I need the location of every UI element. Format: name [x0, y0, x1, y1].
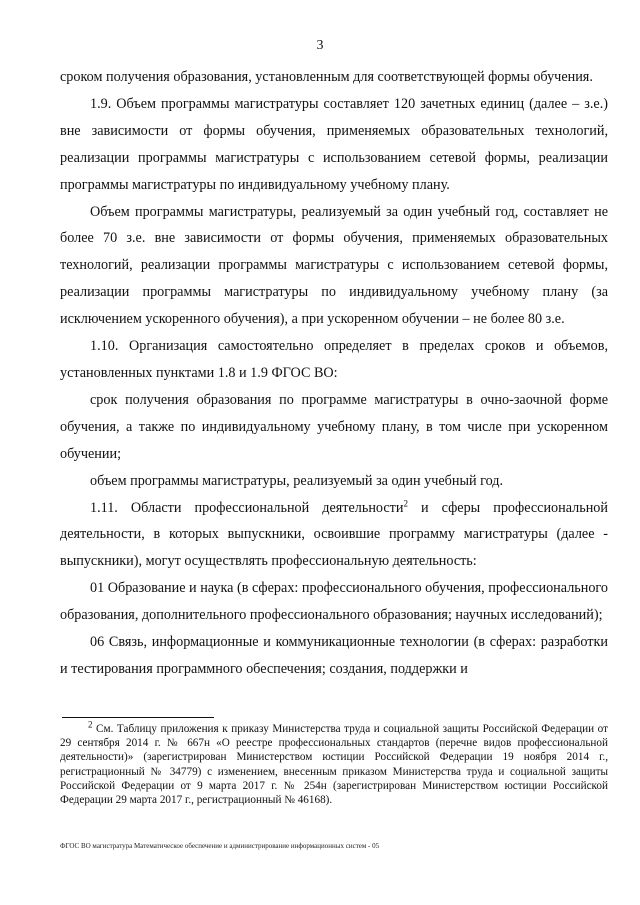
paragraph: сроком получения образования, установленным для соответствующей формы обучения.: [60, 69, 593, 85]
page-footer: ФГОС ВО магистратура Математическое обеспечение и администрирование информационных систем - 05: [60, 842, 380, 850]
page-number: 3: [316, 38, 324, 53]
footnote-text: См. Таблицу приложения к приказу Министерства труда и социальной защиты Российской Федерации от 29 сентября 2014 г. № 667н «О реестре профессиональных стандартов (перечне видов профессиональной деятельности)» (зарегистрирован Министерством юстиции Российской Федерации 19 ноября 2014 г., регистрационный № 34779) с изменением, внесенным приказом Министерства труда и социальной защиты Российской Федерации от 9 марта 2017 г. № 254н (зарегистрирован Министерством юстиции Российской Федерации 29 марта 2017 г., регистрационный № 46168).: [60, 723, 608, 807]
paragraph: объем программы магистратуры, реализуемый за один учебный год.: [90, 472, 504, 489]
document-body: [60, 64, 608, 683]
paragraph: 01 Образование и наука (в сферах: профессионального обучения, профессионального образования, дополнительного профессионального образования; научных исследований);: [60, 580, 608, 624]
footnote-marker: 2: [88, 719, 93, 730]
footnote-separator: [62, 717, 214, 718]
paragraph: 06 Связь, информационные и коммуникационные технологии (в сферах: разработки и тестирования программного обеспечения; создания, поддержки и: [60, 634, 608, 677]
paragraph: 1.9. Объем программы магистратуры составляет 120 зачетных единиц (далее – з.е.) вне зависимости от формы обучения, применяемых образовательных технологий, реализации программы магистратуры с использованием сетевой формы, реализации программы магистратуры по индивидуальному учебному плану.: [60, 95, 608, 193]
paragraph: срок получения образования по программе магистратуры в очно-заочной форме обучения, а также по индивидуальному учебному плану, в том числе при ускоренном обучении;: [60, 391, 608, 462]
paragraph: 1.10. Организация самостоятельно определяет в пределах сроков и объемов, установленных пунктами 1.8 и 1.9 ФГОС ВО:: [60, 338, 608, 381]
footnote: [60, 719, 608, 807]
paragraph: 1.11. Области профессиональной деятельности$^2$ и сферы профессиональной деятельности, в которых выпускники, освоившие программу магистратуры (далее - выпускники), могут осуществлять профессиональную деятельность:: [60, 497, 608, 570]
paragraph: Объем программы магистратуры, реализуемый за один учебный год, составляет не более 70 з.е. вне зависимости от формы обучения, применяемых образовательных технологий, реализации программы магистратуры с использованием сетевой формы, реализации программы магистратуры по индивидуальному учебному плану (за исключением ускоренного обучения), а при ускоренном обучении – не более 80 з.е.: [60, 203, 608, 328]
